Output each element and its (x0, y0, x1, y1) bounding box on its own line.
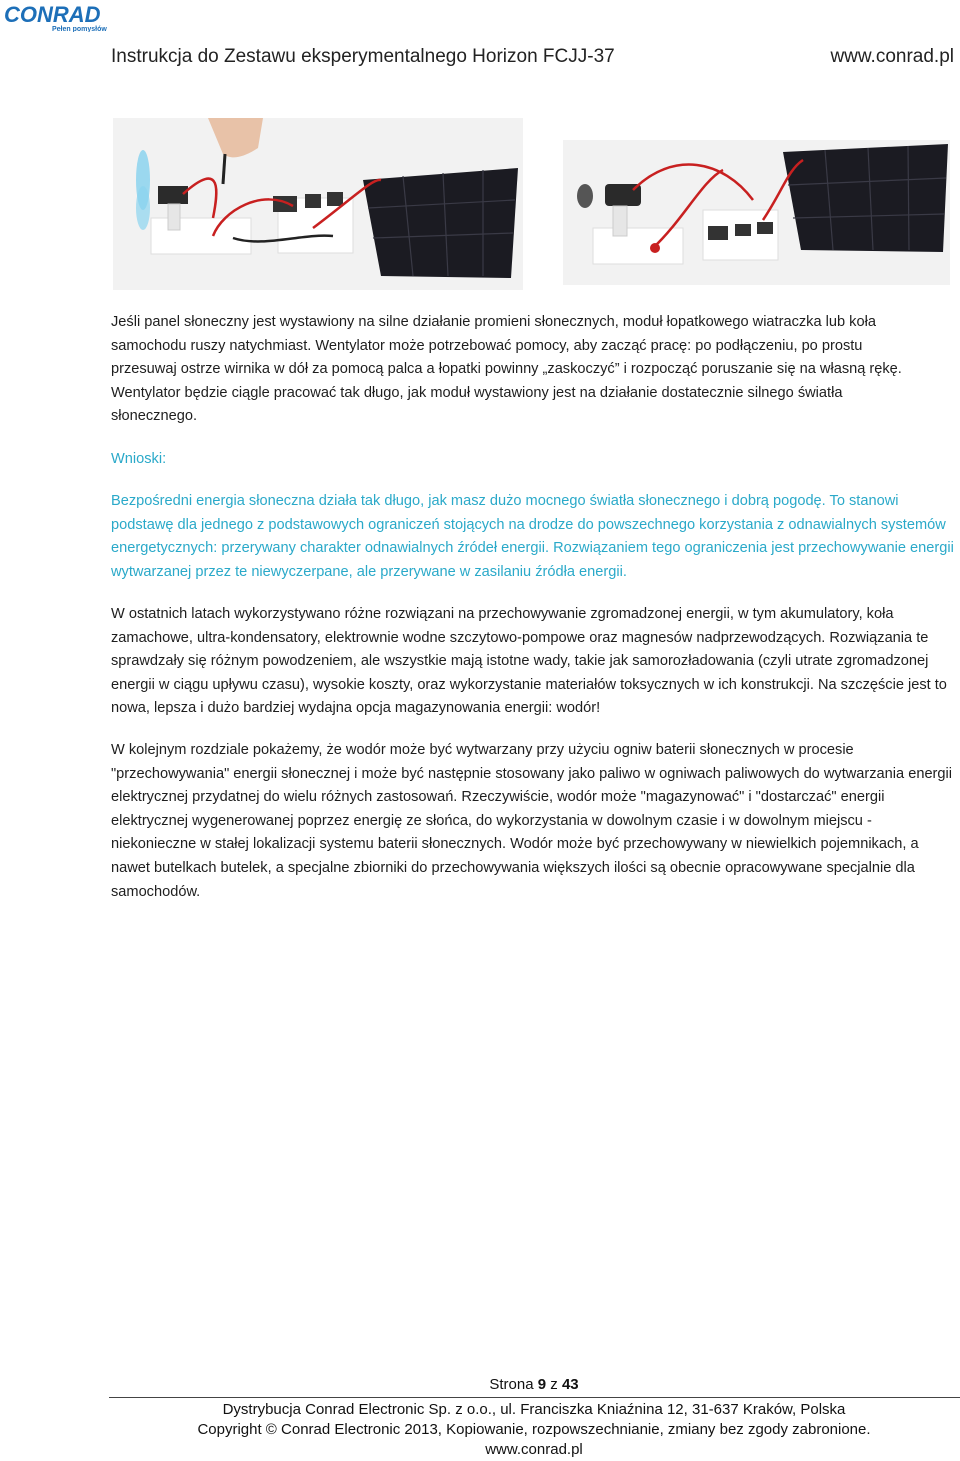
document-title: Instrukcja do Zestawu eksperymentalnego Horizon FCJJ-37 (111, 46, 615, 67)
footer-divider (109, 1397, 960, 1398)
footer-url: www.conrad.pl (485, 1441, 583, 1458)
logo-tagline: Pełen pomysłów (52, 26, 107, 32)
photo-motor-module-with-solar-panel (563, 140, 950, 285)
text-line: samochodu ruszy natychmiast. Wentylator może potrzebować pomocy, aby zacząć pracę: po podłączeniu, po prostu (111, 337, 863, 354)
page-of: z (550, 1376, 558, 1393)
photo-fan-module-with-solar-panel (113, 118, 523, 290)
footer-copyright: Copyright © Conrad Electronic 2013, Kopiowanie, rozpowszechnianie, zmiany bez zgody zabronione. (197, 1421, 871, 1438)
page-number (0, 1376, 960, 1393)
page-current: 9 (537, 1376, 547, 1393)
text-line: Wentylator będzie ciągle pracować tak długo, jak moduł wystawiony jest na działanie dostatecznie silnego światła (111, 384, 843, 401)
conrad-logo (2, 2, 108, 32)
page-total: 43 (561, 1376, 579, 1393)
text-line: słonecznego. (111, 408, 198, 425)
header-url: www.conrad.pl (830, 46, 954, 67)
paragraph-hydrogen: W kolejnym rozdziale pokażemy, że wodór może być wytwarzany przy użyciu ogniw baterii słonecznych w procesie "przechowywania" energii słonecznej i może być następnie stosowany jako paliwo w ogniwach paliwowych do wytwarzania energii elektrycznej przydatnej do wielu różnych zastosowań. Rzeczywiście, wodór może "magazynować" i "dostarczać" energii elektrycznej wygenerowanej poprzez energię ze słońca, do wykorzystania w dowolnym czasie i w dowolnym miejscu - niekonieczne w stałej lokalizacji systemu baterii słonecznych. Wodór może być przechowywany w niewielkich pojemnikach, a nawet butelkach butelek, a specjalne zbiorniki do przechowywania większych ilości są obecnie opracowywane specjalnie dla samochodów. (111, 742, 953, 900)
paragraph-conclusions: Bezpośredni energia słoneczna działa tak długo, jak masz dużo mocnego światła słonecznego i dobrą pogodę. To stanowi podstawę dla jednego z podstawowych ograniczeń stojących na drodze do powszechnego korzystania z odnawialnych systemów energetycznych: przerywany charakter odnawialnych źródeł energii. Rozwiązaniem tego ograniczenia jest przechowywanie energii wytwarzanej przez te niewyczerpane, ale przerywane w zasilaniu źródła energii. (111, 493, 954, 580)
paragraph-fan-operation (111, 311, 957, 429)
text-line: przesuwaj ostrze wirnika w dół za pomocą palca a łopatki powinny „zaskoczyć” i rozpocząć poruszanie się na własną rękę. (111, 361, 902, 378)
paragraph-energy-storage: W ostatnich latach wykorzystywano różne rozwiązani na przechowywanie zgromadzonej energii, w tym akumulatory, koła zamachowe, ultra-kondensatory, elektrownie wodne szczytowo-pompowe oraz magnesów nadprzewodzących. Rozwiązania te sprawdzały się różnym powodzeniem, ale wszystkie mają istotne wady, takie jak samorozładowania (czyli utrate zgromadzonej energii w ciągu upływu czasu), wysokie koszty, oraz wykorzystanie materiałów toksycznych w ich konstrukcji. Na szczęście jest to nowa, lepsza i dużo bardziej wydajna opcja magazynowania energii: wodór! (111, 606, 947, 717)
footer-distribution: Dystrybucja Conrad Electronic Sp. z o.o., ul. Franciszka Kniaźnina 12, 31-637 Kraków, Polska (222, 1401, 846, 1418)
text-line: Jeśli panel słoneczny jest wystawiony na silne działanie promieni słonecznych, moduł łopatkowego wiatraczka lub koła (111, 314, 876, 330)
conclusions-heading: Wnioski: (111, 451, 167, 467)
logo-brand: CONRAD (4, 2, 101, 27)
page-prefix: Strona (489, 1376, 534, 1393)
